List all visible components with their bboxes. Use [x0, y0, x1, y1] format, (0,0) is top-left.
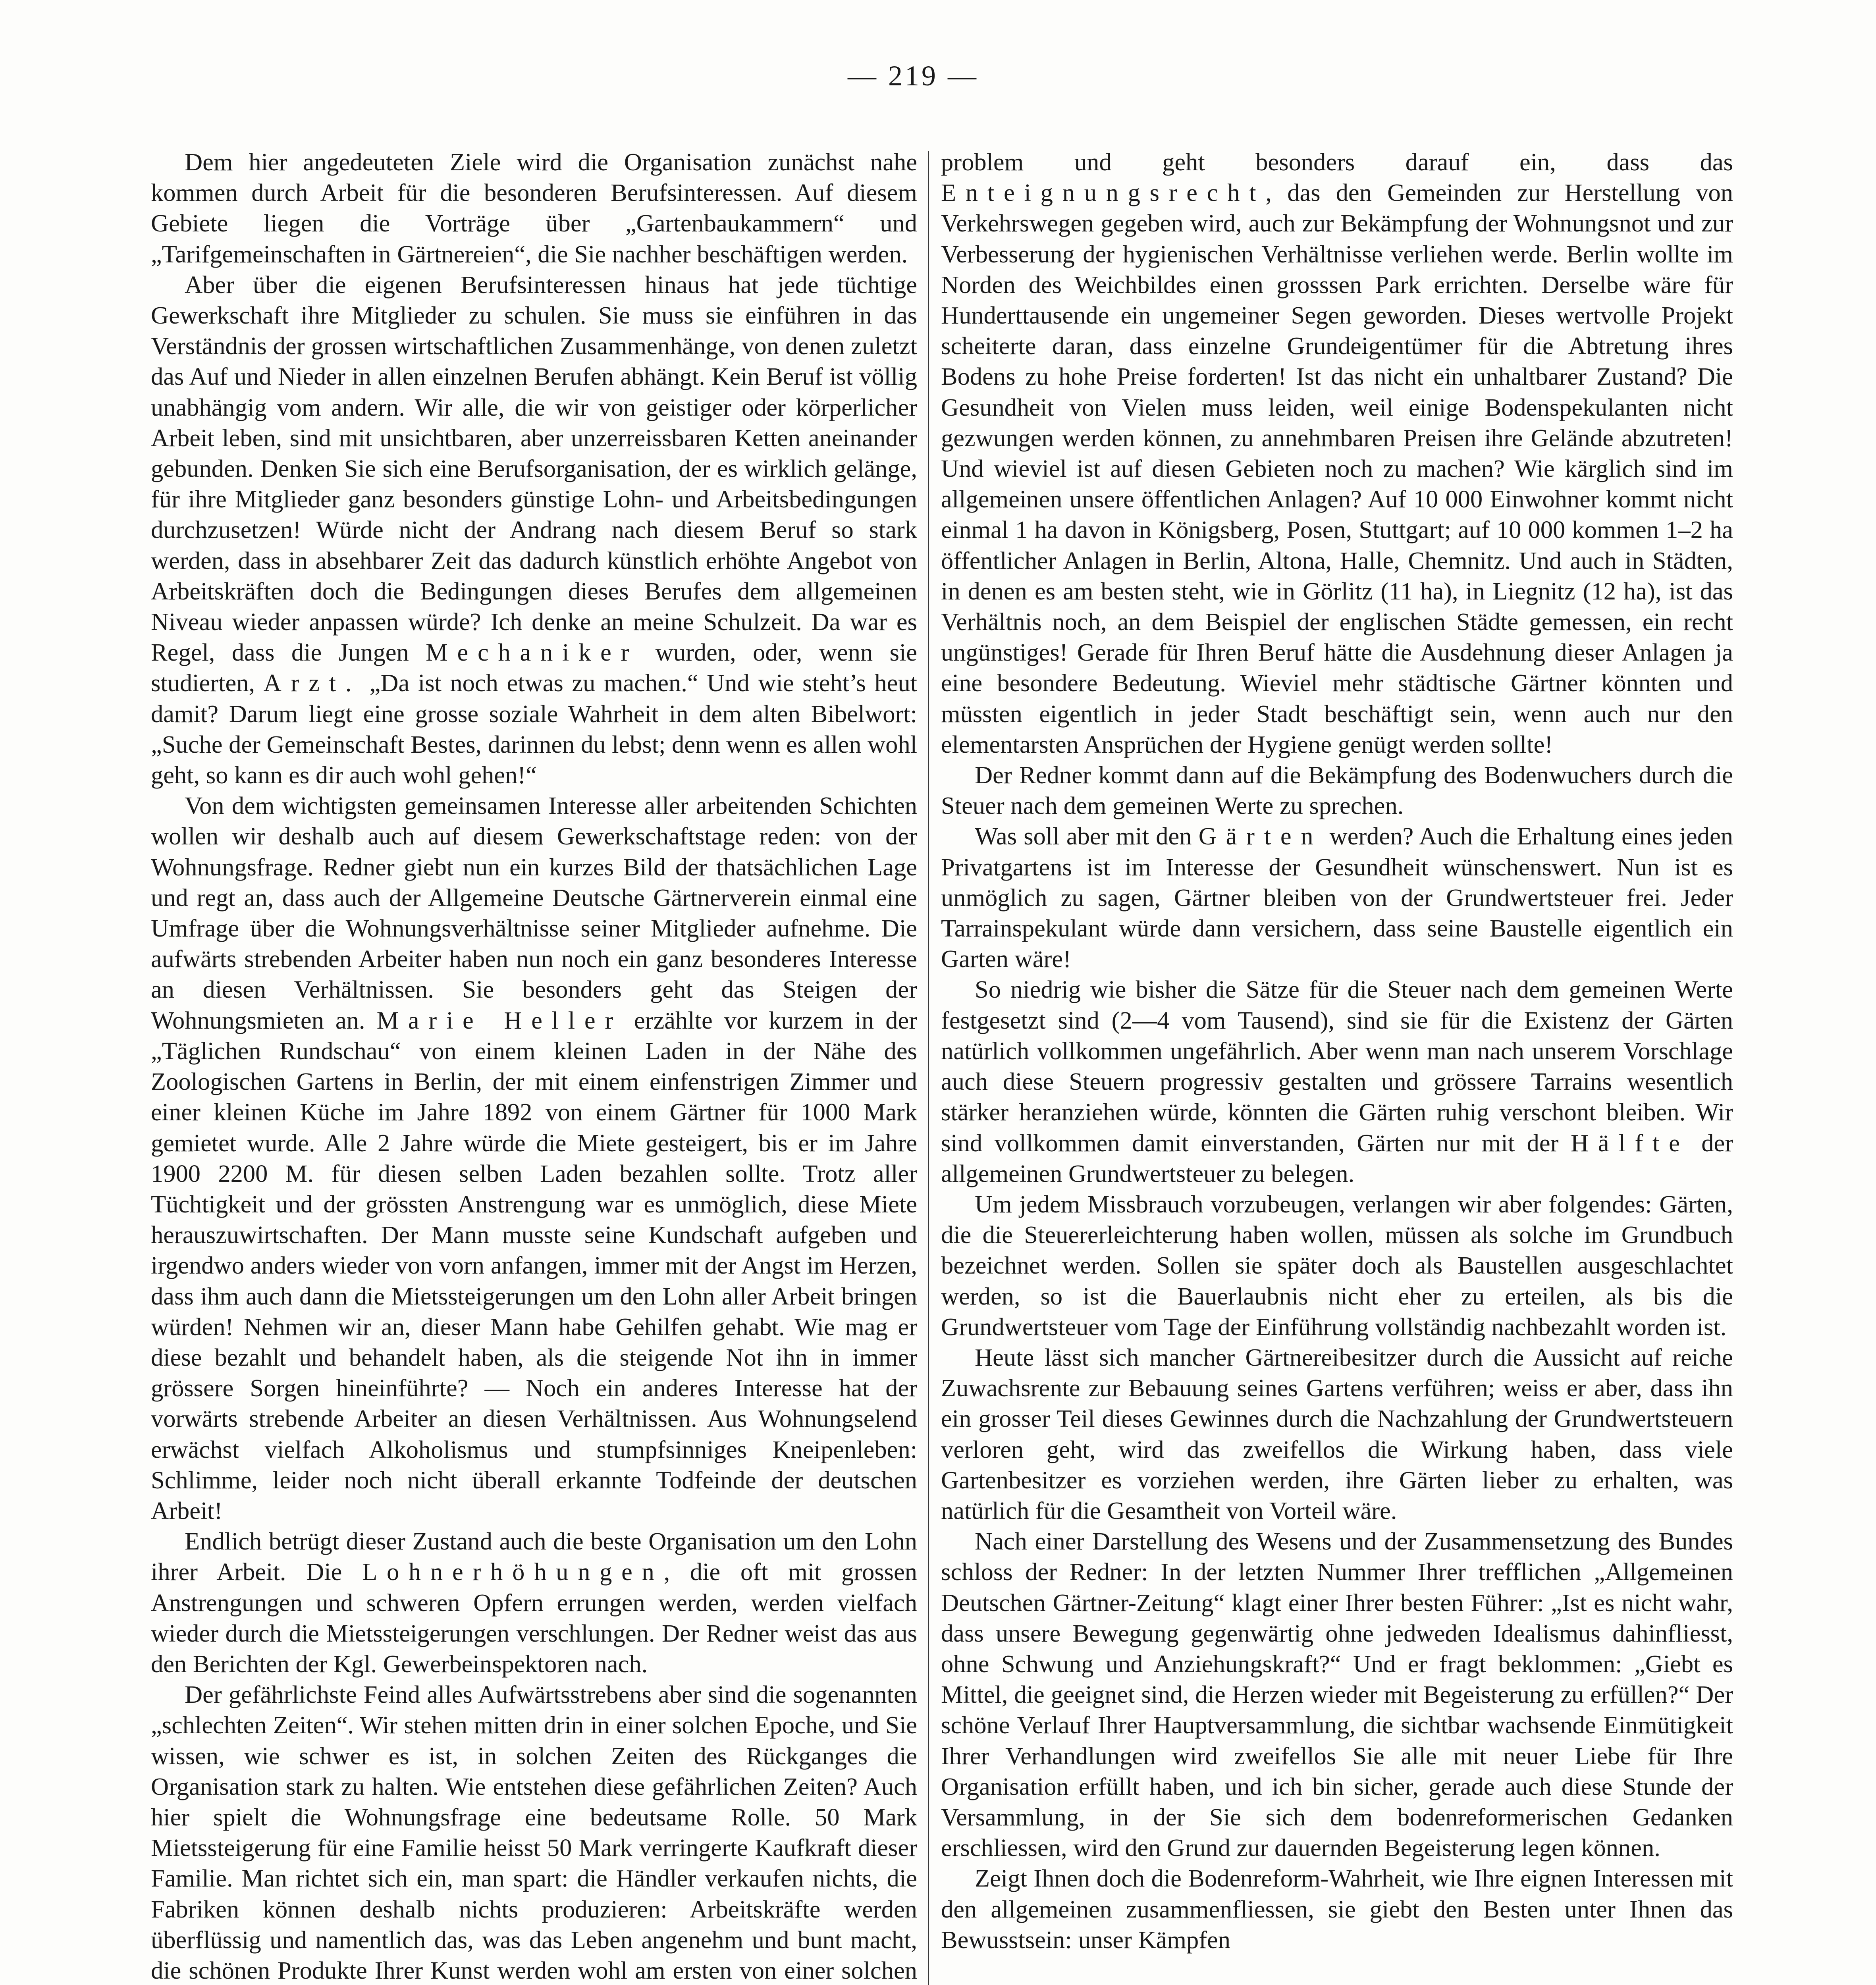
paragraph: Endlich betrügt dieser Zustand auch die beste Organisation um den Lohn ihrer Arbeit. Die Lohnerhöhungen, die oft mit grossen Anstrengungen und schweren Opfern errungen werden, werden vielfach wieder durch die Mietssteigerungen verschlungen. Der Redner weist das aus den Berichten der Kgl. Gewerbeinspektoren nach.	[151, 1527, 917, 1678]
paragraph: Dem hier angedeuteten Ziele wird die Organisation zunächst nahe kommen durch Arbeit für die besonderen Berufsinteressen. Auf diesem Gebiete liegen die Vorträge über „Gartenbaukammern“ und „Tarifgemeinschaften in Gärtnereien“, die Sie nachher beschäftigen werden.	[151, 148, 917, 268]
emphasized-text: Enteignungsrecht	[941, 179, 1266, 207]
paragraph: Heute lässt sich mancher Gärtnereibesitzer durch die Aussicht auf reiche Zuwachsrente zur Bebauung seines Gartens verführen; weiss er aber, dass ihn ein grosser Teil dieses Gewinnes durch die Nachzahlung der Grundwertsteuern verloren geht, wird das zweifellos die Wirkung haben, dass viele Gartenbesitzer es vorziehen werden, ihre Gärten lieber zu erhalten, was natürlich für die Gesamtheit von Vorteil wäre.	[941, 1343, 1733, 1524]
paragraph: Der gefährlichste Feind alles Aufwärtsstrebens aber sind die sogenannten „schlechten Zeiten“. Wir stehen mitten drin in einer solchen Epoche, und Sie wissen, wie schwer es ist, in solchen Zeiten des Rückganges die Organisation stark zu halten. Wie entstehen diese gefährlichen Zeiten? Auch hier spielt die Wohnungsfrage eine bedeutsame Rolle. 50 Mark Mietssteigerung für eine Familie heisst 50 Mark verringerte Kaufkraft dieser Familie. Man richtet sich ein, man spart: die Händler verkaufen nichts, die Fabriken können deshalb nichts produzieren: Arbeitskräfte werden überflüssig und namentlich das, was das Leben angenehm und bunt macht, die schönen Produkte Ihrer Kunst werden wohl am ersten von einer solchen	[151, 1681, 917, 1984]
paragraph: Um jedem Missbrauch vorzubeugen, verlangen wir aber folgendes: Gärten, die die Steuererleichterung haben wollen, müssen als solche im Grundbuch bezeichnet werden. Sollen sie später doch als Baustellen ausgeschlachtet werden, so ist die Bauerlaubnis nicht eher zu erteilen, als bis die Grundwertsteuer vom Tage der Einführung vollständig nachbezahlt worden ist.	[941, 1190, 1733, 1341]
paragraph: Was soll aber mit den Gärten werden? Auch die Erhaltung eines jeden Privatgartens ist im Interesse der Gesundheit wünschenswert. Nun ist es unmöglich zu sagen, Gärtner bleiben von der Grundwertsteuer frei. Jeder Tarrainspekulant würde dann versichern, dass seine Baustelle eigentlich ein Garten wäre!	[941, 822, 1733, 973]
paragraph: So niedrig wie bisher die Sätze für die Steuer nach dem gemeinen Werte festgesetzt sind (2—4 vom Tausend), sind sie für die Existenz der Gärten natürlich vollkommen ungefährlich. Aber wenn man nach unserem Vorschlage auch diese Steuern progressiv gestalten und grössere Tarrains wesentlich stärker heranziehen würde, könnten die Gärten ruhig verschont bleiben. Wir sind vollkommen damit einverstanden, Gärten nur mit der Hälfte der allgemeinen Grundwertsteuer zu belegen.	[941, 975, 1733, 1187]
paragraph: Nach einer Darstellung des Wesens und der Zusammensetzung des Bundes schloss der Redner: In der letzten Nummer Ihrer trefflichen „Allgemeinen Deutschen Gärtner-Zeitung“ klagt einer Ihrer besten Führer: „Ist es nicht wahr, dass unsere Bewegung gegenwärtig ohne jedweden Idealismus dahinfliesst, ohne Schwung und Anziehungskraft?“ Und er fragt beklommen: „Giebt es Mittel, die geeignet sind, die Herzen wieder mit Begeisterung zu erfüllen?“ Der schöne Verlauf Ihrer Hauptversammlung, die sichtbar wachsende Einmütigkeit Ihrer Verhandlungen wird zweifellos Sie alle mit neuer Liebe für Ihre Organisation erfüllt haben, und ich bin sicher, gerade auch diese Stunde der Versammlung, in der Sie sich dem bodenreformerischen Gedanken erschliessen, wird den Grund zur dauernden Begeisterung legen können.	[941, 1527, 1733, 1862]
paragraph: Zeigt Ihnen doch die Bodenreform-Wahrheit, wie Ihre eignen Interessen mit den allgemeinen zusammenfliessen, sie giebt den Besten unter Ihnen das Bewusstsein: unser Kämpfen	[941, 1864, 1733, 1954]
page-number: — 219 —	[848, 60, 979, 92]
emphasized-text: Mechaniker	[426, 638, 639, 667]
paragraph: Aber über die eigenen Berufsinteressen hinaus hat jede tüchtige Gewerkschaft ihre Mitglieder zu schulen. Sie muss sie einführen in das Verständnis der grossen wirtschaftlichen Zusammenhänge, von denen zuletzt das Auf und Nieder in allen einzelnen Berufen abhängt. Kein Beruf ist völlig unabhängig vom andern. Wir alle, die wir von geistiger oder körperlicher Arbeit leben, sind mit unsichtbaren, aber unzerreissbaren Ketten aneinander gebunden. Denken Sie sich eine Berufsorganisation, der es wirklich gelänge, für ihre Mitglieder ganz besonders günstige Lohn- und Arbeitsbedingungen durchzusetzen! Würde nicht der Andrang nach diesem Beruf so stark werden, dass in absehbarer Zeit das dadurch künstlich erhöhte Angebot von Arbeitskräften doch die Bedingungen dieses Berufes dem allgemeinen Niveau wieder anpassen würde? Ich denke an meine Schulzeit. Da war es Regel, dass die Jungen Mechaniker wurden, oder, wenn sie studierten, Arzt. „Da ist noch etwas zu machen.“ Und wie steht’s heut damit? Darum liegt eine grosse soziale Wahrheit in dem alten Bibelwort: „Suche der Gemeinschaft Bestes, darinnen du lebst; denn wenn es allen wohl geht, so kann es dir auch wohl gehen!“	[151, 270, 917, 789]
emphasized-text: Arzt.	[263, 669, 361, 697]
paragraph: Von dem wichtigsten gemeinsamen Interesse aller arbeitenden Schichten wollen wir deshalb auch auf diesem Gewerkschaftstage reden: von der Wohnungsfrage. Redner giebt nun ein kurzes Bild der thatsächlichen Lage und regt an, dass auch der Allgemeine Deutsche Gärtnerverein einmal eine Umfrage über die Wohnungsverhältnisse seiner Mitglieder aufnehme. Die aufwärts strebenden Arbeiter haben nun noch ein ganz besonderes Interesse an diesen Verhältnissen. Sie besonders geht das Steigen der Wohnungsmieten an. Marie Heller erzählte vor kurzem in der „Täglichen Rundschau“ von einem kleinen Laden in der Nähe des Zoologischen Gartens in Berlin, der mit einem einfenstrigen Zimmer und einer kleinen Küche im Jahre 1892 von einem Gärtner für 1000 Mark gemietet wurde. Alle 2 Jahre würde die Miete gesteigert, bis er im Jahre 1900 2200 M. für diesen selben Laden bezahlen sollte. Trotz aller Tüchtigkeit und der grössten Anstrengung war es unmöglich, diese Miete herauszuwirtschaften. Der Mann musste seine Kundschaft aufgeben und irgendwo anders wieder von vorn anfangen, immer mit der Angst im Herzen, dass ihm auch dann die Mietssteigerungen um den Lohn aller Arbeit bringen würden! Nehmen wir an, dieser Mann habe Gehilfen gehabt. Wie mag er diese bezahlt und behandelt haben, als die steigende Not ihn in immer grössere Sorgen hineinführte? — Noch ein anderes Interesse hat der vorwärts strebende Arbeiter an diesen Verhältnissen. Aus Wohnungselend erwächst vielfach Alkoholismus und stumpfsinniges Kneipenleben: Schlimme, leider noch nicht überall erkannte Todfeinde der deutschen Arbeit!	[151, 792, 917, 1524]
emphasized-text: Lohnerhöhungen	[362, 1558, 664, 1586]
paragraph: Der Redner kommt dann auf die Bekämpfung des Bodenwuchers durch die Steuer nach dem gemeinen Werte zu sprechen.	[941, 761, 1733, 820]
paragraph: problem und geht besonders darauf ein, dass das Enteignungsrecht, das den Gemeinden zur Herstellung von Verkehrswegen gegeben wird, auch zur Bekämpfung der Wohnungsnot und zur Verbesserung der hygienischen Verhältnisse verliehen werde. Berlin wollte im Norden des Weichbildes einen grosssen Park errichten. Derselbe wäre für Hunderttausende ein ungemeiner Segen geworden. Dieses wertvolle Projekt scheiterte daran, dass einzelne Grundeigentümer für die Abtretung ihres Bodens zu hohe Preise forderten! Ist das nicht ein unhaltbarer Zustand? Die Gesundheit von Vielen muss leiden, weil einige Bodenspekulanten nicht gezwungen werden können, zu annehmbaren Preisen ihre Gelände abzutreten! Und wieviel ist auf diesen Gebieten noch zu machen? Wie kärglich sind im allgemeinen unsere öffentlichen Anlagen? Auf 10 000 Einwohner kommt nicht einmal 1 ha davon in Königsberg, Posen, Stuttgart; auf 10 000 kommen 1–2 ha öffentlicher Anlagen in Berlin, Altona, Halle, Chemnitz. Und auch in Städten, in denen es am besten steht, wie in Görlitz (11 ha), in Liegnitz (12 ha), ist das Verhältnis noch, an dem Beispiel der englischen Städte gemessen, ein recht ungünstiges! Gerade für Ihren Beruf hätte die Ausdehnung dieser Anlagen ja eine besondere Bedeutung. Wieviel mehr städtische Gärtner könnten und müssten eigentlich in jeder Stadt beschäftigt sein, wenn auch nur den elementarsten Ansprüchen der Hygiene genügt werden sollte!	[941, 148, 1733, 758]
left-column	[151, 147, 917, 1985]
column-divider	[928, 151, 929, 1985]
right-column	[941, 147, 1733, 1985]
emphasized-text: Hälfte	[1570, 1129, 1689, 1157]
emphasized-text: Gärten	[1198, 822, 1323, 850]
emphasized-text: Marie Heller	[376, 1006, 623, 1034]
